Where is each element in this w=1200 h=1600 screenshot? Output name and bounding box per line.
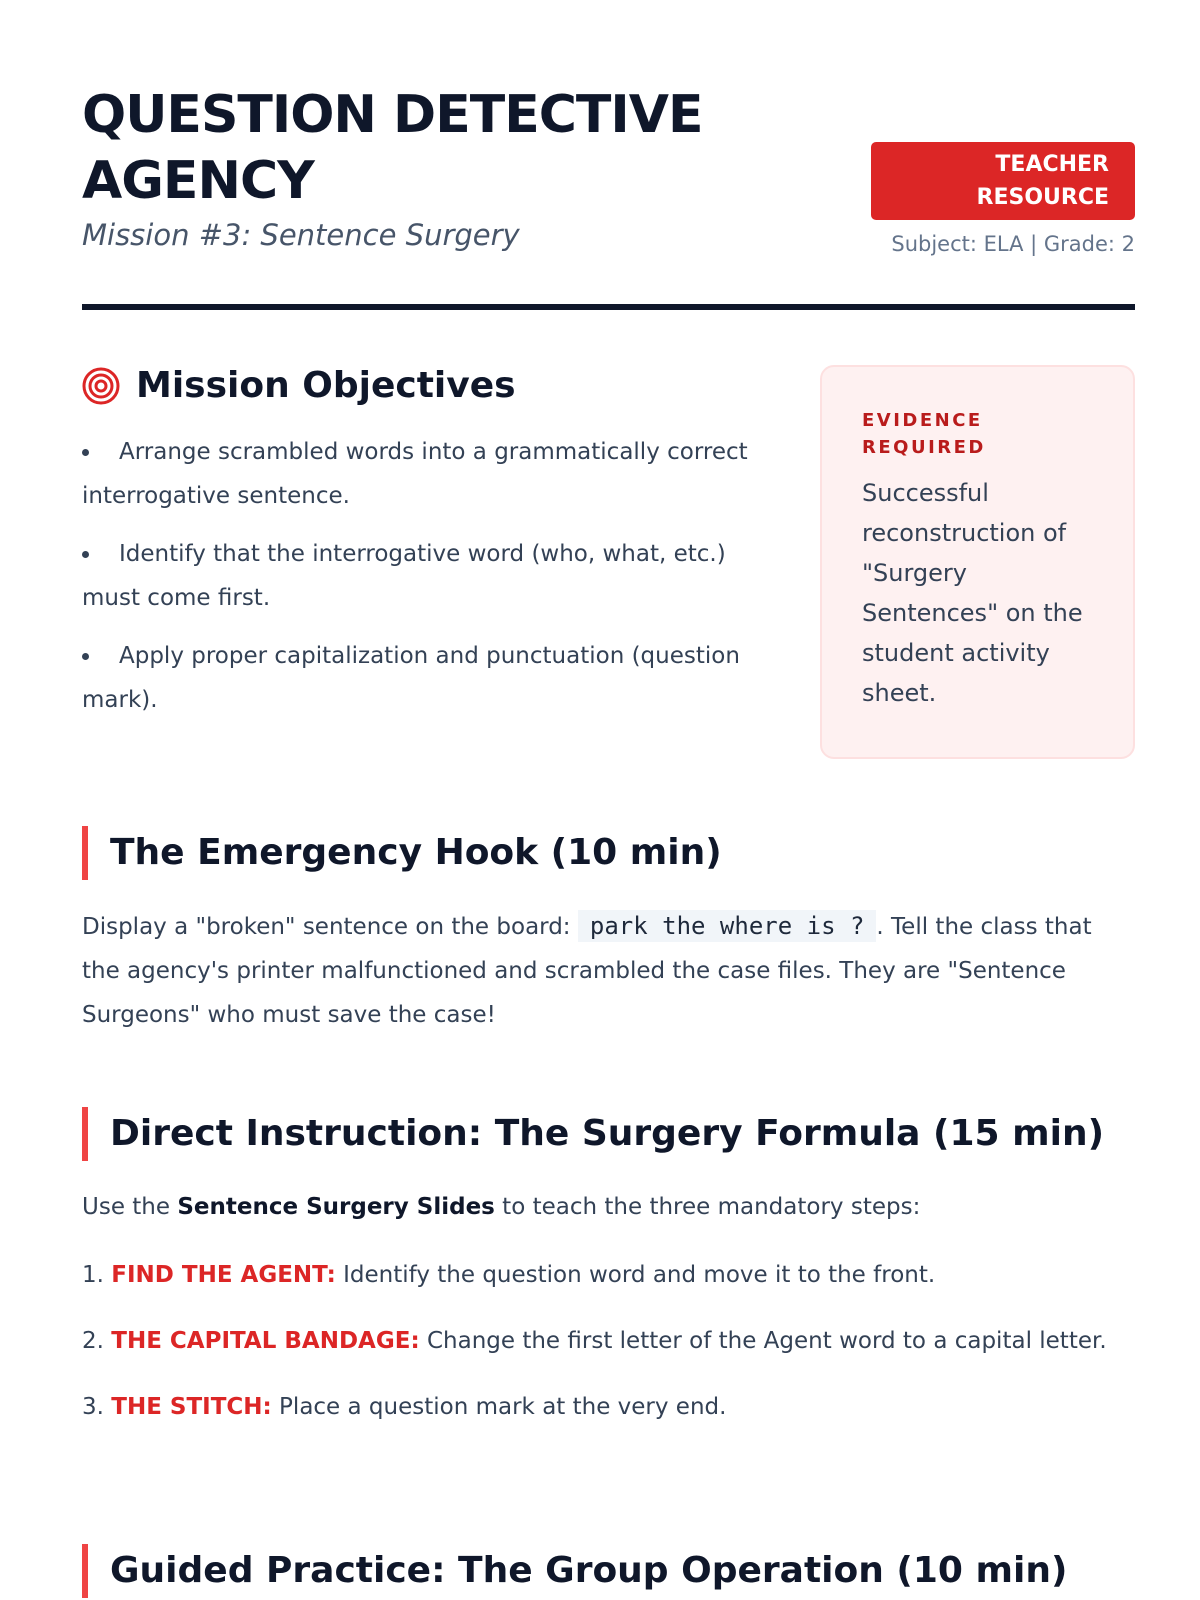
teacher-resource-badge: TEACHER RESOURCE xyxy=(871,142,1135,220)
target-icon xyxy=(82,367,120,405)
page-title: QUESTION DETECTIVE AGENCY xyxy=(82,85,703,211)
hook-paragraph: Display a "broken" sentence on the board: park the where is ? . Tell the class that the agency's printer malfunctioned and scrambled the case files. They are "Sentence Surgeons" who must save the case! xyxy=(82,912,1092,1028)
evidence-box xyxy=(820,365,1135,759)
subject-grade: Subject: ELA | Grade: 2 xyxy=(891,232,1135,256)
page-subtitle: Mission #3: Sentence Surgery xyxy=(82,218,520,252)
objective-item: Arrange scrambled words into a grammatically correct interrogative sentence. xyxy=(82,439,748,509)
step-item: 3. THE STITCH: Place a question mark at the very end. xyxy=(82,1394,727,1420)
instruction-intro: Use the Sentence Surgery Slides to teach the three mandatory steps: xyxy=(82,1194,921,1220)
mission-objectives xyxy=(82,365,762,736)
guided-section xyxy=(82,1544,1135,1598)
step-item: 2. THE CAPITAL BANDAGE: Change the first letter of the Agent word to a capital letter. xyxy=(82,1328,1107,1354)
objectives-heading: Mission Objectives xyxy=(136,365,516,406)
evidence-text: Successful reconstruction of "Surgery Sentences" on the student activity sheet. xyxy=(862,479,1083,707)
objective-item: Identify that the interrogative word (who, what, etc.) must come first. xyxy=(82,541,726,611)
hook-section xyxy=(82,826,1135,1037)
header-divider xyxy=(82,304,1135,310)
guided-heading: Guided Practice: The Group Operation (10 min) xyxy=(82,1544,1135,1598)
step-item: 1. FIND THE AGENT: Identify the question word and move it to the front. xyxy=(82,1262,936,1288)
hook-heading: The Emergency Hook (10 min) xyxy=(82,826,1135,880)
instruction-heading: Direct Instruction: The Surgery Formula (15 min) xyxy=(82,1107,1135,1161)
header xyxy=(82,82,1135,312)
instruction-section xyxy=(82,1107,1135,1427)
evidence-label: EVIDENCE REQUIRED xyxy=(862,410,986,458)
broken-sentence-code: park the where is ? xyxy=(578,910,877,942)
objective-item: Apply proper capitalization and punctuation (question mark). xyxy=(82,643,740,713)
